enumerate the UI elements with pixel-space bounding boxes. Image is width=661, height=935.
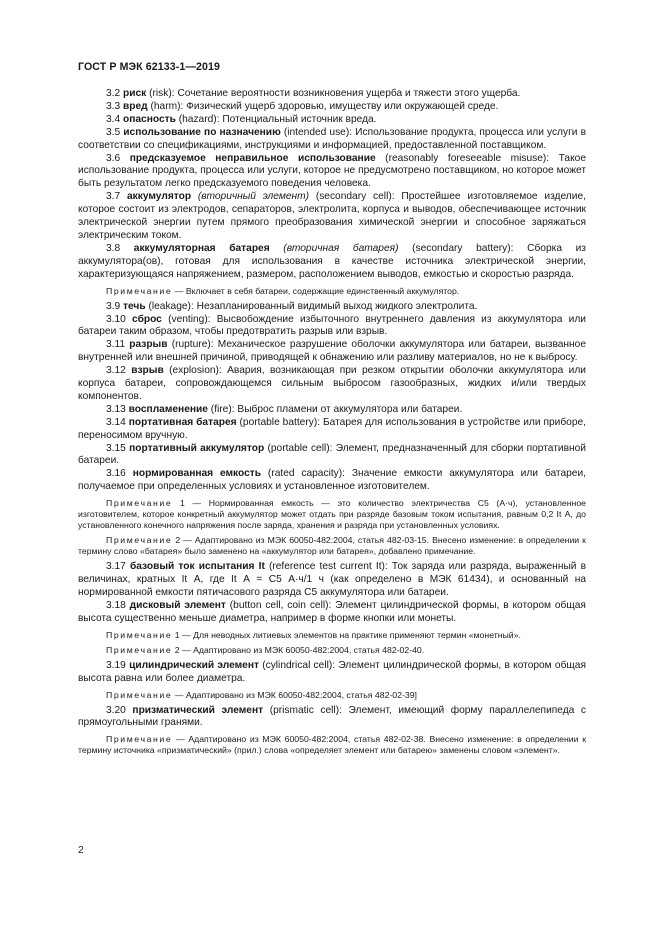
item-number: 3.2 bbox=[106, 88, 121, 99]
note bbox=[78, 535, 586, 557]
english-term: (fire): bbox=[210, 403, 235, 415]
english-term: (secondary battery): bbox=[412, 242, 514, 254]
document-body bbox=[78, 88, 586, 760]
item-number: 3.3 bbox=[106, 100, 121, 112]
definition-item bbox=[78, 660, 586, 686]
note-text: 2 — Адаптировано из МЭК 60050-482:2004, статья 482-02-40. bbox=[174, 644, 425, 655]
item-number: 3.7 bbox=[106, 191, 121, 203]
english-term: (secondary cell): bbox=[315, 191, 395, 203]
item-number: 3.18 bbox=[106, 599, 126, 611]
note bbox=[78, 734, 586, 756]
term: использование по назначению bbox=[123, 126, 281, 138]
term: сброс bbox=[132, 313, 162, 325]
definition-text: Элемент, предназначенный для сборки портативной батареи. bbox=[78, 442, 586, 467]
note bbox=[78, 645, 586, 656]
term: аккумулятор bbox=[127, 191, 192, 203]
english-term: (portable battery): bbox=[239, 416, 321, 428]
note bbox=[78, 630, 586, 641]
english-term: (hazard): bbox=[178, 113, 220, 125]
term: цилиндрический элемент bbox=[129, 659, 259, 671]
item-number: 3.10 bbox=[106, 313, 126, 325]
definition-item bbox=[78, 468, 586, 494]
english-term: (harm): bbox=[150, 100, 184, 112]
definition-item bbox=[78, 600, 586, 626]
definition-text: Элемент, имеющий форму параллелепипеда с прямоугольными гранями. bbox=[78, 704, 587, 729]
term: разрыв bbox=[129, 339, 168, 351]
note-label: Примечание bbox=[106, 689, 173, 700]
item-number: 3.20 bbox=[106, 704, 126, 716]
term: предсказуемое неправильное использование bbox=[129, 152, 376, 164]
english-term: (intended use): bbox=[283, 126, 353, 138]
definition-text: Незапланированный видимый выход жидкого электролита. bbox=[196, 300, 478, 312]
definition-text: Использование продукта, процесса или услуги в соответствии со спецификациями, инструкциями и информацией, предоставленной поставщиком. bbox=[78, 126, 586, 151]
item-number: 3.14 bbox=[106, 416, 126, 428]
note-text: 2 — Адаптировано из МЭК 60050-482:2004, статья 482-03-15. Внесено изменение: в определении к термину слово «батарея» было заменено на «аккумулятор или батарея», добавлено примечание. bbox=[78, 535, 586, 557]
definition-text: Батарея для использования в устройстве или приборе, переносимом вручную. bbox=[78, 416, 586, 441]
english-term: (rated capacity): bbox=[267, 468, 345, 480]
definition-item bbox=[78, 404, 586, 417]
note-text: — Адаптировано из МЭК 60050-482:2004, статья 482-02-38. Внесено изменение: в определении к термину источника «призматический» (прил.) слова «определяет элемент или батарею» заменены словом «элемент». bbox=[78, 734, 586, 756]
item-number: 3.13 bbox=[106, 403, 126, 415]
term: воспламенение bbox=[128, 403, 208, 415]
item-number: 3.19 bbox=[106, 659, 126, 671]
term: базовый ток испытания It bbox=[129, 561, 265, 573]
note-label: Примечание bbox=[106, 629, 173, 640]
definition-item bbox=[78, 191, 586, 243]
item-number: 3.11 bbox=[106, 339, 126, 351]
definition-text: Авария, возникающая при резком открытии оболочки аккумулятора или корпуса батареи, сопровождающемся сильным выбросом газообразных, жидких и/или твердых компонентов. bbox=[78, 365, 586, 402]
item-number: 3.15 bbox=[106, 442, 126, 454]
english-term: (rupture): bbox=[171, 339, 214, 351]
alt-term: (вторичный элемент) bbox=[197, 191, 309, 203]
item-number: 3.16 bbox=[106, 468, 126, 480]
definition-item bbox=[78, 301, 586, 314]
definition-text: Простейшее изготовляемое изделие, которое состоит из электродов, сепараторов, электролита, корпуса и выводов, обеспечивающее источник электрической энергии путем прямого преобразования химической энергии и способное заряжаться электрическим током. bbox=[78, 191, 586, 241]
term: портативный аккумулятор bbox=[129, 442, 265, 454]
term: взрыв bbox=[131, 365, 164, 377]
term: аккумуляторная батарея bbox=[133, 242, 270, 254]
definition-text: Сборка из аккумулятора(ов), готовая для использования в качестве источника электрической энергии, характеризующаяся напряжением, размером, расположением выводов, емкостью и скоростью разряда. bbox=[78, 242, 586, 280]
definition-text: Выброс пламени от аккумулятора или батареи. bbox=[237, 403, 463, 415]
note bbox=[78, 286, 586, 297]
item-number: 3.5 bbox=[106, 126, 121, 138]
page-number: 2 bbox=[78, 845, 84, 856]
item-number: 3.6 bbox=[106, 152, 121, 164]
english-term: (explosion): bbox=[169, 365, 222, 377]
term: нормированная емкость bbox=[132, 468, 262, 480]
item-number: 3.17 bbox=[106, 561, 126, 573]
item-number: 3.8 bbox=[106, 242, 121, 254]
definition-item bbox=[78, 365, 586, 404]
english-term: (button cell, coin cell): bbox=[229, 599, 332, 611]
definition-text: Такое использование продукта, процесса или услуги, которое не предусмотрено поставщиком, но которое может быть результатом легко предсказуемого поведения человека. bbox=[78, 152, 586, 190]
item-number: 3.12 bbox=[106, 365, 126, 377]
note-text: 1 — Для неводных литиевых элементов на практике применяют термин «монетный». bbox=[174, 629, 521, 640]
note-text: — Адаптировано из МЭК 60050-482:2004, статья 482-02-39] bbox=[174, 689, 417, 700]
definition-item bbox=[78, 114, 586, 127]
definition-item bbox=[78, 443, 586, 469]
english-term: (risk): bbox=[149, 88, 175, 99]
term: опасность bbox=[123, 113, 176, 125]
definition-item bbox=[78, 705, 586, 731]
term: призматический элемент bbox=[132, 704, 264, 716]
definition-text: Элемент цилиндрической формы, в котором общая высота существенно меньше диаметра, например в форме кнопки или монеты. bbox=[78, 599, 586, 624]
note-label: Примечание bbox=[106, 644, 173, 655]
definition-item bbox=[78, 88, 586, 101]
english-term: (venting): bbox=[168, 313, 211, 325]
english-term: (leakage): bbox=[148, 300, 194, 312]
alt-term: (вторичная батарея) bbox=[283, 242, 399, 254]
note-text: 1 — Нормированная емкость — это количество электричества C5 (А·ч), установленное изготовителем, которое конкретный аккумулятор может отдать при разряде базовым током испытания, равным 0,2 It А, до установленного конечного напряжения после заряда, хранения и разряда при установленных условиях. bbox=[78, 498, 586, 531]
definition-item bbox=[78, 243, 586, 282]
definition-text: Элемент цилиндрической формы, в котором общая высота равна или более диаметра. bbox=[78, 659, 586, 684]
definition-text: Значение емкости аккумулятора или батареи, получаемое при определенных условиях и установленное изготовителем. bbox=[78, 468, 586, 493]
note bbox=[78, 690, 586, 701]
english-term: (portable cell): bbox=[267, 442, 333, 454]
english-term: (prismatic cell): bbox=[269, 704, 342, 716]
item-number: 3.4 bbox=[106, 113, 121, 125]
definition-text: Ток заряда или разряда, выраженный в величинах, кратных It А, где It А = C5 А·ч/1 ч (как определено в МЭК 61434), и основанный на нормированной емкости пятичасового разряда C5 аккумулятора или батареи. bbox=[78, 561, 586, 598]
definition-item bbox=[78, 153, 586, 192]
term: вред bbox=[123, 100, 148, 112]
english-term: (cylindrical cell): bbox=[262, 659, 336, 671]
note-label: Примечание bbox=[106, 734, 173, 745]
term: портативная батарея bbox=[128, 416, 237, 428]
note-text: — Включает в себя батареи, содержащие единственный аккумулятор. bbox=[174, 285, 460, 296]
definition-item bbox=[78, 101, 586, 114]
note bbox=[78, 498, 586, 531]
definition-text: Высвобождение избыточного внутреннего давления из аккумулятора или батареи таким образом, чтобы предотвратить разрыв или взрыв. bbox=[78, 313, 586, 338]
english-term: (reasonably foreseeable misuse): bbox=[385, 152, 550, 164]
definition-item bbox=[78, 339, 586, 365]
english-term: (reference test current It): bbox=[268, 561, 388, 573]
definition-text: Сочетание вероятности возникновения ущерба и тяжести этого ущерба. bbox=[177, 88, 521, 99]
note-label: Примечание bbox=[106, 535, 173, 546]
term: течь bbox=[123, 300, 146, 312]
page-header: ГОСТ Р МЭК 62133-1—2019 bbox=[78, 61, 221, 73]
definition-item bbox=[78, 314, 586, 340]
term: дисковый элемент bbox=[129, 599, 226, 611]
definition-text: Потенциальный источник вреда. bbox=[222, 113, 377, 125]
item-number: 3.9 bbox=[106, 300, 121, 312]
note-label: Примечание bbox=[106, 285, 173, 296]
definition-item bbox=[78, 127, 586, 153]
definition-item bbox=[78, 561, 586, 600]
term: риск bbox=[123, 88, 147, 99]
definition-text: Механическое разрушение оболочки аккумулятора или батареи, вызванное внутренней или внешней причиной, приводящей к обнажению или разливу материалов, но не к выбросу. bbox=[78, 339, 586, 364]
note-label: Примечание bbox=[106, 498, 173, 509]
definition-text: Физический ущерб здоровью, имуществу или окружающей среде. bbox=[186, 100, 499, 112]
definition-item bbox=[78, 417, 586, 443]
